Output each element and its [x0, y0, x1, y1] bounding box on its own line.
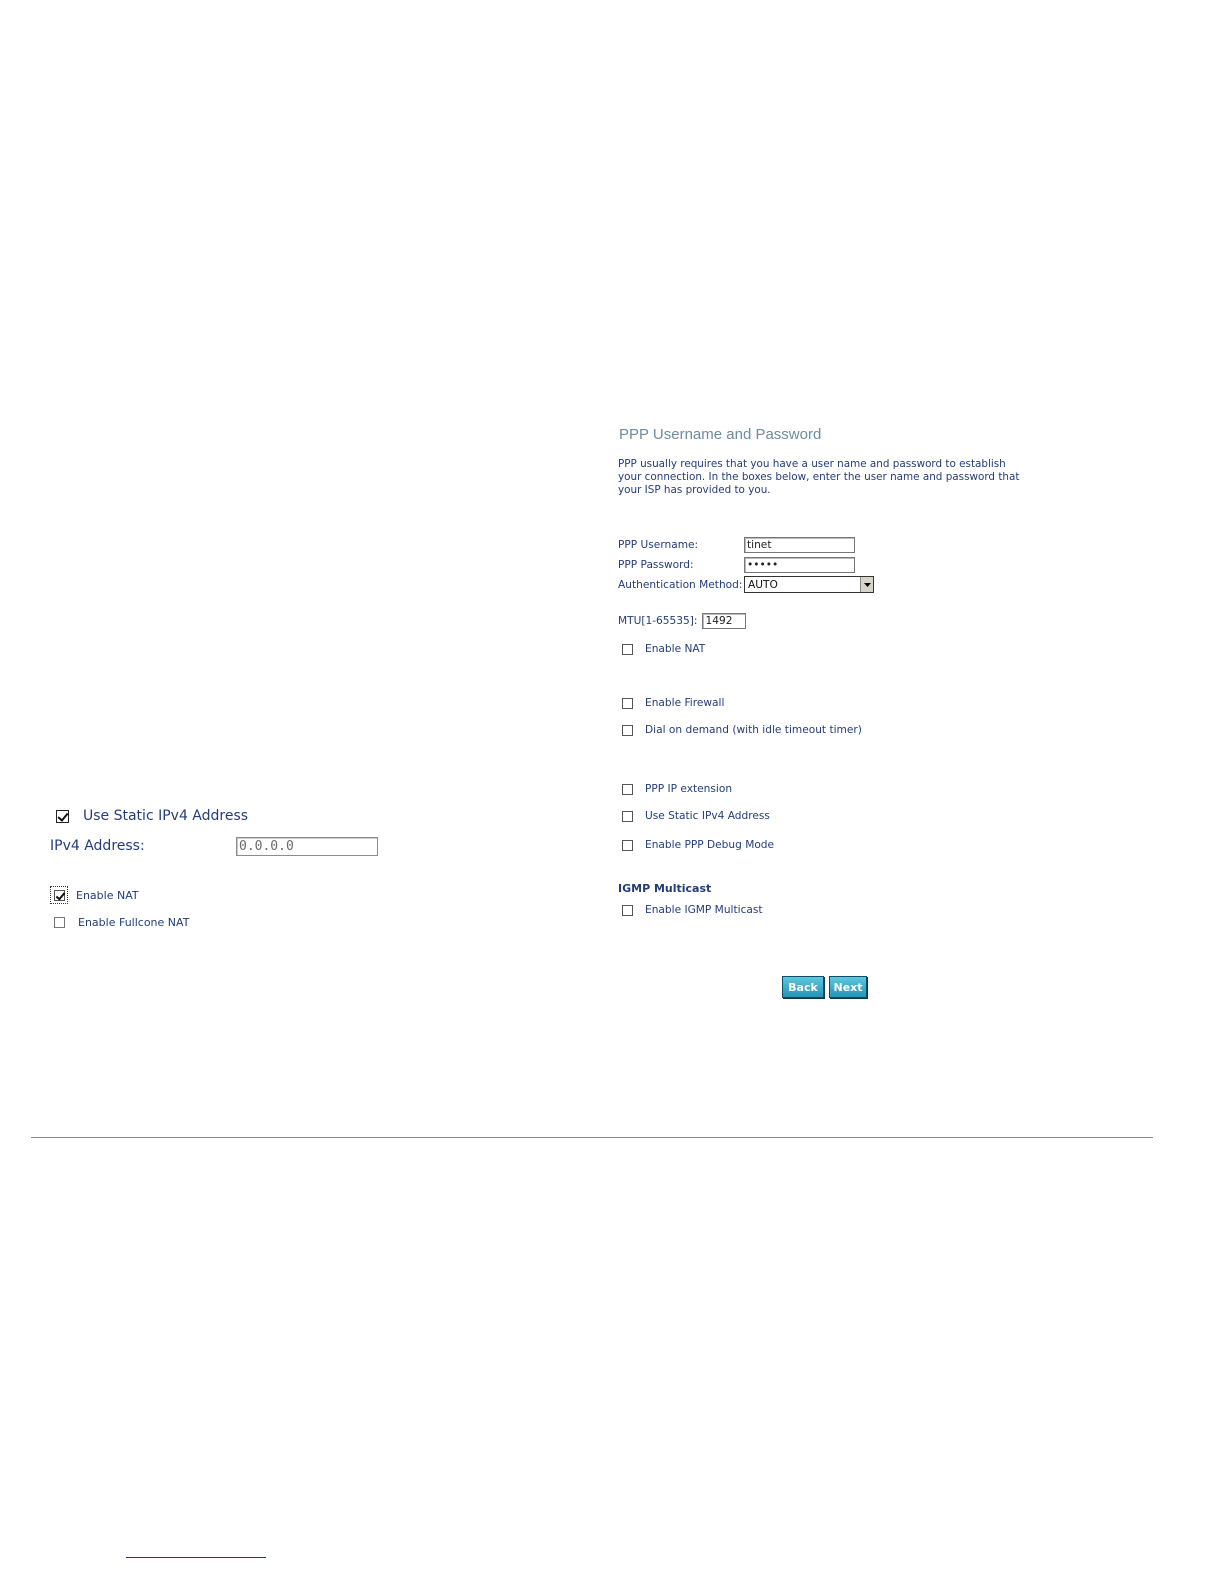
back-button[interactable]: Back	[782, 976, 824, 998]
next-button[interactable]: Next	[829, 976, 867, 998]
enable-nat-row	[50, 886, 139, 904]
use-static-ipv4-row	[56, 808, 248, 824]
auth-method-value: AUTO	[748, 578, 778, 591]
ppp-password-label: PPP Password:	[618, 559, 694, 571]
enable-firewall-label: Enable Firewall	[645, 697, 725, 709]
use-static-ipv4-checkbox[interactable]	[622, 811, 633, 822]
ipv4-address-label: IPv4 Address:	[50, 838, 145, 854]
enable-nat-checkbox[interactable]	[622, 644, 633, 655]
ppp-password-input[interactable]	[744, 557, 855, 573]
mtu-label: MTU[1-65535]:	[618, 615, 698, 627]
chevron-down-icon[interactable]	[860, 577, 873, 592]
horizontal-divider	[31, 1137, 1153, 1138]
enable-nat-row	[622, 643, 705, 655]
page-title: PPP Username and Password	[619, 426, 822, 443]
enable-nat-checkbox[interactable]	[54, 890, 65, 901]
use-static-ipv4-label: Use Static IPv4 Address	[645, 810, 770, 822]
auth-method-row	[618, 576, 874, 593]
enable-fullcone-nat-row	[54, 916, 189, 929]
mtu-input[interactable]	[702, 613, 746, 629]
ppp-ip-extension-row	[622, 783, 732, 795]
ppp-description: PPP usually requires that you have a user name and password to establish your connection. In the boxes below, enter the user name and password that your ISP has provided to you.	[618, 458, 1020, 496]
use-static-ipv4-row	[622, 810, 770, 822]
use-static-ipv4-label: Use Static IPv4 Address	[83, 808, 249, 824]
enable-igmp-checkbox[interactable]	[622, 905, 633, 916]
enable-nat-label: Enable NAT	[76, 888, 139, 902]
ppp-username-label: PPP Username:	[618, 539, 699, 551]
dial-on-demand-label: Dial on demand (with idle timeout timer)	[645, 724, 862, 736]
ppp-debug-row	[622, 839, 774, 851]
enable-fullcone-nat-label: Enable Fullcone NAT	[78, 916, 190, 929]
mtu-row	[618, 613, 746, 629]
enable-firewall-checkbox[interactable]	[622, 698, 633, 709]
dial-on-demand-checkbox[interactable]	[622, 725, 633, 736]
ipv4-address-input[interactable]	[236, 837, 378, 856]
ppp-debug-label: Enable PPP Debug Mode	[645, 839, 775, 851]
use-static-ipv4-checkbox[interactable]	[56, 810, 69, 823]
left-settings-snippet	[44, 804, 386, 946]
auth-method-label: Authentication Method:	[618, 578, 743, 591]
dial-on-demand-row	[622, 724, 862, 736]
enable-igmp-row	[622, 904, 763, 916]
ppp-username-row	[618, 537, 855, 553]
ppp-settings-panel	[612, 422, 1032, 1000]
ppp-debug-checkbox[interactable]	[622, 840, 633, 851]
ppp-username-input[interactable]	[744, 537, 855, 553]
auth-method-select[interactable]	[744, 576, 874, 593]
enable-fullcone-nat-checkbox[interactable]	[54, 917, 65, 928]
ipv4-address-row	[50, 834, 386, 858]
enable-firewall-row	[622, 697, 724, 709]
ppp-ip-extension-label: PPP IP extension	[645, 783, 733, 795]
igmp-multicast-heading: IGMP Multicast	[618, 882, 712, 895]
enable-nat-focus-ring	[50, 886, 68, 904]
ppp-password-row	[618, 557, 855, 573]
enable-nat-label: Enable NAT	[645, 643, 706, 655]
ppp-ip-extension-checkbox[interactable]	[622, 784, 633, 795]
enable-igmp-label: Enable IGMP Multicast	[645, 904, 763, 916]
footer-link-underline[interactable]	[126, 1557, 266, 1558]
